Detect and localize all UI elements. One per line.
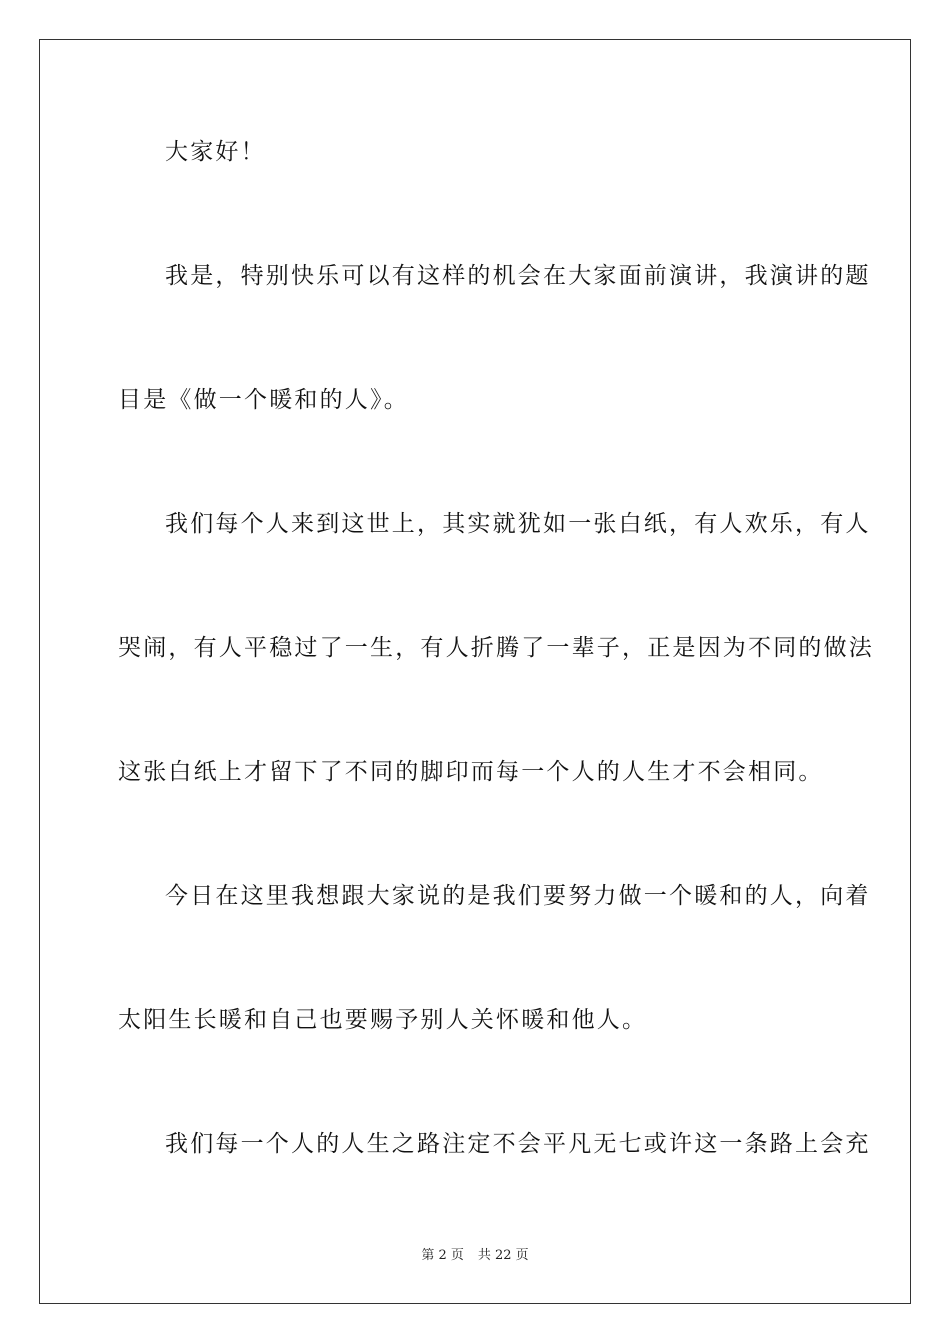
text-line: 太阳生长暖和自己也要赐予别人关怀暖和他人。 — [118, 1007, 648, 1033]
page-number: 第 2 页 — [421, 1248, 464, 1263]
text-line: 哭闹，有人平稳过了一生，有人折腾了一辈子，正是因为不同的做法 — [118, 635, 874, 661]
text-line: 今日在这里我想跟大家说的是我们要努力做一个暖和的人，向着 — [165, 883, 871, 909]
page-footer — [0, 1247, 950, 1265]
text-line: 我们每个人来到这世上，其实就犹如一张白纸，有人欢乐，有人 — [165, 511, 871, 537]
page-border — [39, 39, 911, 1304]
text-line: 我们每一个人的人生之路注定不会平凡无七或许这一条路上会充 — [165, 1131, 871, 1157]
text-line: 大家好！ — [165, 139, 266, 165]
text-line: 我是，特别快乐可以有这样的机会在大家面前演讲，我演讲的题 — [165, 263, 871, 289]
text-line: 这张白纸上才留下了不同的脚印而每一个人的人生才不会相同。 — [118, 759, 824, 785]
page-total: 共 22 页 — [477, 1248, 529, 1263]
text-line: 目是《做一个暖和的人》。 — [118, 387, 409, 413]
